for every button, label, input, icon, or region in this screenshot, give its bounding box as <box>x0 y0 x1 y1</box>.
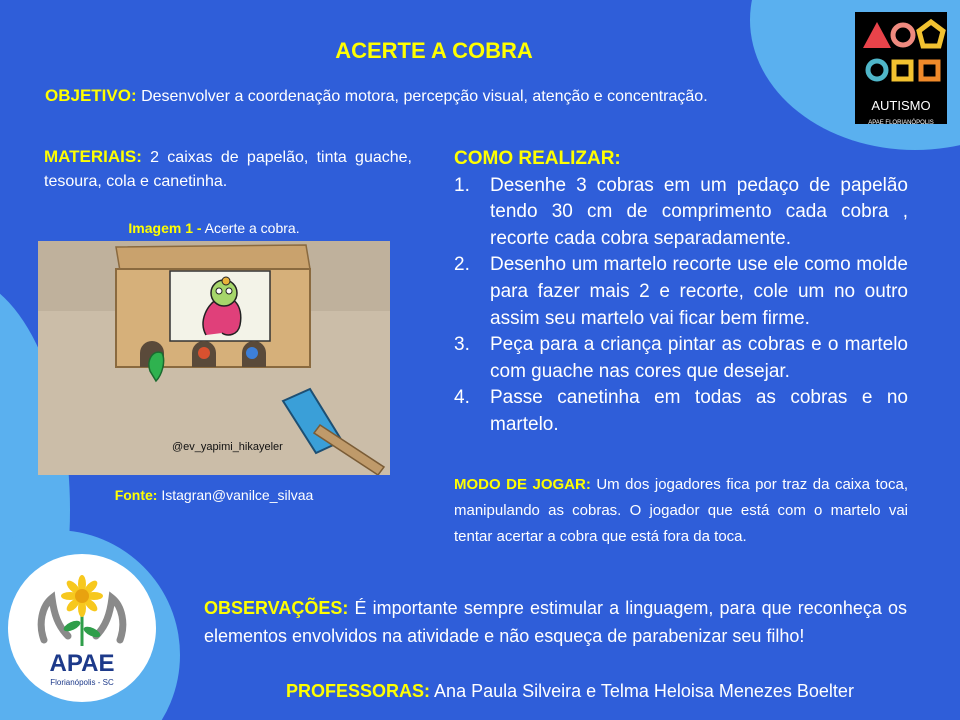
apae-logo-sub: Florianópolis - SC <box>50 678 114 687</box>
page-title: ACERTE A COBRA <box>335 38 533 63</box>
image-source-label: Fonte: <box>114 487 158 503</box>
image-caption-text: Acerte a cobra. <box>204 220 300 236</box>
observacoes-text: É importante sempre estimular a linguagem, para que reconheça os elementos envolvidos na atividade e não esqueça de parabenizar seu filho! <box>204 598 907 646</box>
como-realizar-section <box>454 146 908 439</box>
step-item <box>454 252 908 332</box>
apae-logo <box>8 554 156 702</box>
step-number: 4. <box>454 387 470 409</box>
materiais-label: MATERIAIS: <box>44 147 142 166</box>
objetivo-label: OBJETIVO: <box>45 86 137 105</box>
image-source-text: Istagran@vanilce_silvaa <box>161 487 314 503</box>
modo-de-jogar-section <box>454 472 908 550</box>
professoras-text: Ana Paula Silveira e Telma Heloisa Menezes Boelter <box>434 681 854 701</box>
step-item <box>454 173 908 253</box>
steps-list <box>454 173 908 439</box>
professoras-label: PROFESSORAS: <box>286 681 431 701</box>
step-text: Desenho um martelo recorte use ele como molde para fazer mais 2 e recorte, cole um no outro assim seu martelo vai ficar bem firme. <box>490 254 908 329</box>
modo-de-jogar-label: MODO DE JOGAR: <box>454 476 591 493</box>
step-number: 3. <box>454 334 470 356</box>
autismo-shapes-icon <box>855 12 947 92</box>
game-photo <box>38 241 390 475</box>
step-text: Passe canetinha em todas as cobras e no martelo. <box>490 387 908 435</box>
como-realizar-heading: COMO REALIZAR: <box>454 148 621 169</box>
step-number: 2. <box>454 254 470 276</box>
autismo-logo-name: AUTISMO <box>871 98 931 113</box>
game-photo-illustration <box>38 241 390 475</box>
step-item <box>454 385 908 438</box>
step-text: Peça para a criança pintar as cobras e o martelo com guache nas cores que desejar. <box>490 334 908 382</box>
step-number: 1. <box>454 174 470 196</box>
image-source <box>38 485 390 505</box>
professoras-section <box>286 679 954 703</box>
photo-watermark: @ev_yapimi_hikayeler <box>172 441 283 453</box>
step-text: Desenhe 3 cobras em um pedaço de papelão tendo 30 cm de comprimento cada cobra , recorte cada cobra separadamente. <box>490 174 908 249</box>
step-item <box>454 332 908 385</box>
apae-logo-name: APAE <box>49 650 115 677</box>
image-caption-label: Imagem 1 - <box>128 220 202 236</box>
observacoes-label: OBSERVAÇÕES: <box>204 598 349 618</box>
image-caption <box>38 218 390 238</box>
observacoes-section <box>204 594 907 650</box>
modo-de-jogar-text: Um dos jogadores fica por traz da caixa toca, manipulando as cobras. O jogador que está com o martelo vai tentar acertar a cobra que está fora da toca. <box>454 476 908 545</box>
objetivo-section <box>45 84 787 109</box>
autismo-logo <box>855 12 947 124</box>
materiais-text: 2 caixas de papelão, tinta guache, tesoura, cola e canetinha. <box>44 149 412 190</box>
objetivo-text: Desenvolver a coordenação motora, percepção visual, atenção e concentração. <box>141 88 708 105</box>
autismo-logo-sub: APAE FLORIANÓPOLIS <box>868 120 934 126</box>
materiais-section <box>44 145 412 194</box>
